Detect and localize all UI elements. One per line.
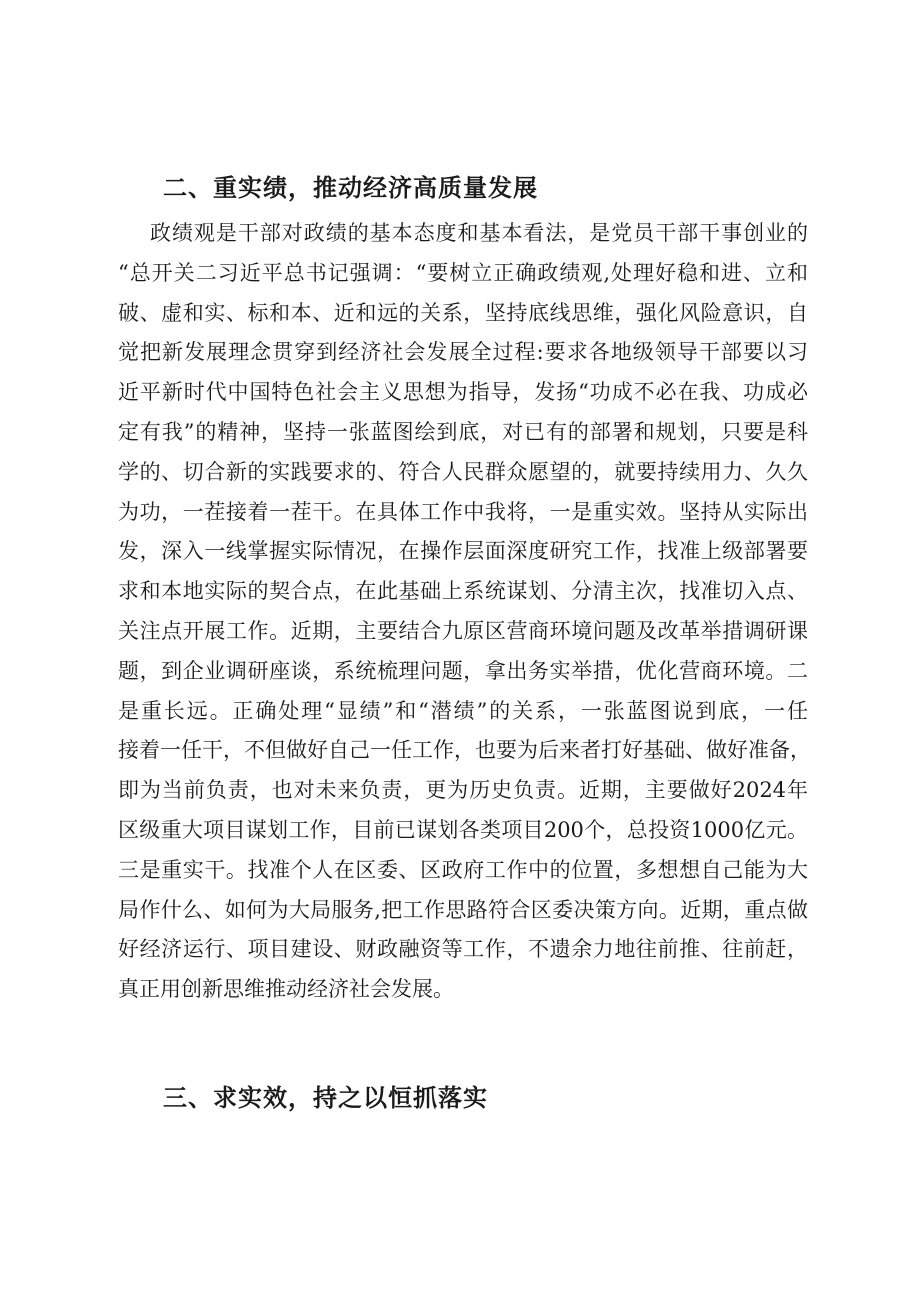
paragraph-line: 关注点开展工作。近期，主要结合九原区营商环境问题及改革举措调研课 xyxy=(118,618,808,643)
paragraph-line: “总开关二习近平总书记强调：“要树立正确政绩观,处理好稳和进、立和 xyxy=(118,260,808,285)
paragraph-line: 求和本地实际的契合点，在此基础上系统谋划、分清主次，找准切入点、 xyxy=(118,579,808,604)
section-heading-3: 三、求实效，持之以恒抓落实 xyxy=(163,1084,488,1112)
paragraph-line: 定有我”的精神，坚持一张蓝图绘到底，对已有的部署和规划，只要是科 xyxy=(118,419,808,444)
paragraph-line: 接着一任干，不但做好自己一任工作，也要为后来者打好基础、做好准备， xyxy=(118,738,811,763)
paragraph-line: 题，到企业调研座谈，系统梳理问题，拿出务实举措，优化营商环境。二 xyxy=(118,658,808,683)
paragraph-line: 学的、切合新的实践要求的、符合人民群众愿望的，就要持续用力、久久 xyxy=(118,459,808,484)
paragraph-line: 为功，一茬接着一茬干。在具体工作中我将，一是重实效。坚持从实际出 xyxy=(118,499,808,524)
section-2-paragraph xyxy=(118,214,811,1010)
paragraph-line: 觉把新发展理念贯穿到经济社会发展全过程:要求各地级领导干部要以习 xyxy=(118,340,808,365)
section-heading-2: 二、重实绩，推动经济高质量发展 xyxy=(163,174,538,202)
paragraph-line: 政绩观是干部对政绩的基本态度和基本看法，是党员干部干事创业的 xyxy=(150,221,808,245)
paragraph-line: 即为当前负责，也对未来负责，更为历史负责。近期，主要做好2024年 xyxy=(118,778,808,803)
paragraph-line: 发，深入一线掌握实际情况，在操作层面深度研究工作，找准上级部署要 xyxy=(118,539,808,564)
paragraph-line: 破、虚和实、标和本、近和远的关系，坚持底线思维，强化风险意识，自 xyxy=(118,300,808,325)
paragraph-line: 好经济运行、项目建设、财政融资等工作，不遗余力地往前推、往前赶， xyxy=(118,937,808,962)
paragraph-line: 近平新时代中国特色社会主义思想为指导，发扬“功成不必在我、功成必 xyxy=(118,380,808,405)
paragraph-line: 区级重大项目谋划工作，目前已谋划各类项目200个，总投资1000亿元。 xyxy=(118,817,808,842)
paragraph-line: 是重长远。正确处理“显绩”和“潜绩”的关系，一张蓝图说到底，一任 xyxy=(118,698,808,723)
paragraph-line: 真正用创新思维推动经济社会发展。 xyxy=(118,977,454,1002)
paragraph-line: 三是重实干。找准个人在区委、区政府工作中的位置，多想想自己能为大 xyxy=(118,857,808,882)
paragraph-line: 局作什么、如何为大局服务,把工作思路符合区委决策方向。近期，重点做 xyxy=(118,897,808,922)
